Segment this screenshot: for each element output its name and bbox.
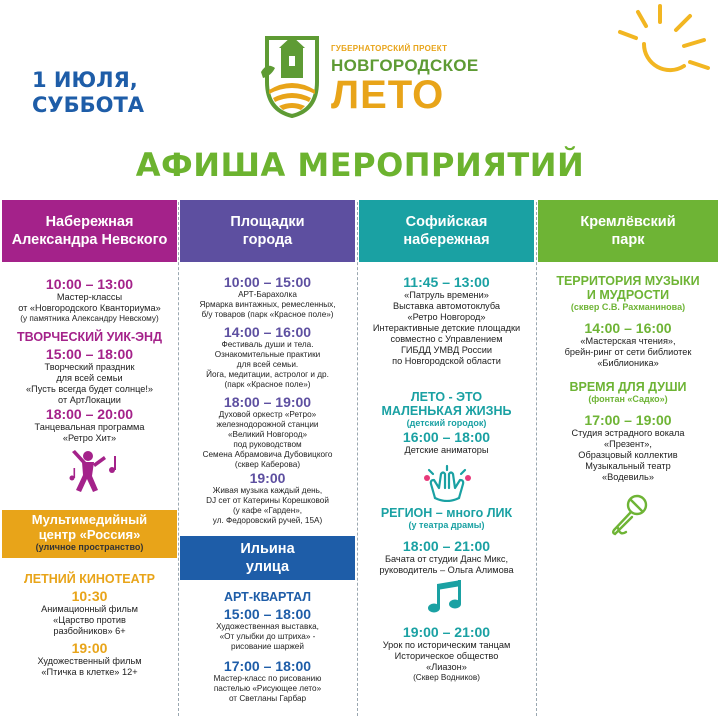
section-subtitle: (у театра драмы)	[408, 520, 485, 530]
event-text: «От улыбки до штриха» -	[219, 632, 316, 641]
event-time: 17:00 – 19:00	[584, 412, 672, 428]
event-block	[180, 606, 355, 652]
column-kremlin-park	[538, 200, 718, 720]
event-time: 14:00 – 16:00	[223, 324, 312, 340]
column-alexander-nevsky-embankment	[2, 200, 177, 720]
section-title: ЛЕТНИЙ КИНОТЕАТР	[24, 572, 155, 586]
event-text: Художественная выставка,	[216, 622, 319, 631]
event-text: железнодорожной станции	[216, 420, 319, 429]
event-text: по Новгородской области	[392, 356, 501, 366]
event-text: Образцовый коллектив	[578, 450, 678, 460]
event-text: Интерактивные детские площадки	[372, 323, 521, 333]
event-block	[2, 588, 177, 637]
bar-line: улица	[245, 559, 290, 575]
bar-line: центр «Россия»	[38, 527, 141, 542]
section-title: МАЛЕНЬКАЯ ЖИЗНЬ	[381, 404, 512, 418]
column-header	[2, 200, 177, 262]
event-block	[180, 394, 355, 470]
event-block	[538, 320, 718, 369]
event-text: Мастер-класс по рисованию	[213, 674, 322, 683]
section-title: ТВОРЧЕСКИЙ УИК-ЭНД	[16, 330, 162, 344]
bar-subtitle: (уличное пространство)	[35, 542, 144, 552]
event-place: ул. Федоровский ручей, 15А)	[212, 516, 323, 525]
event-time: 14:00 – 16:00	[584, 320, 672, 336]
event-text: брейн-ринг от сети библиотек	[564, 347, 692, 357]
logo-line1: НОВГОРОДСКОЕ	[331, 56, 479, 75]
event-text: DJ сет от Катерины Корешковой	[206, 496, 329, 505]
event-block	[538, 380, 718, 405]
event-time: 18:00 – 21:00	[402, 538, 491, 554]
event-text: «Птичка в клетке» 12+	[41, 667, 138, 677]
section-title: ЛЕТО - ЭТО	[410, 390, 483, 404]
event-text: Фестиваль души и тела.	[221, 340, 314, 349]
event-block	[359, 506, 534, 531]
header-line: набережная	[403, 232, 490, 248]
header-line: Площадки	[230, 214, 305, 230]
event-text: Творческий праздник	[44, 362, 135, 372]
event-text: «Презент»,	[604, 439, 652, 449]
event-time: 10:00 – 15:00	[223, 274, 312, 290]
event-block	[180, 658, 355, 704]
section-subtitle: (детский городок)	[406, 418, 487, 428]
event-text: Ярмарка винтажных, ремесленных,	[199, 300, 336, 309]
header-line: Набережная	[45, 214, 134, 230]
microphone-icon	[606, 492, 652, 538]
event-text: ГИБДД УМВД России	[400, 345, 493, 355]
multimedia-center-bar	[2, 510, 177, 558]
novgorod-summer-logo	[259, 32, 481, 122]
ilyina-street-bar	[180, 536, 355, 580]
event-text: «Лиазон»	[426, 662, 467, 672]
event-text: «Ретро Хит»	[62, 433, 117, 443]
event-time: 17:00 – 18:00	[223, 658, 312, 674]
event-text: пастелью «Рисующее лето»	[213, 684, 322, 693]
event-text: разбойников» 6+	[53, 626, 126, 636]
section-title: ВРЕМЯ ДЛЯ ДУШИ	[569, 380, 687, 394]
event-text: от АртЛокации	[58, 395, 121, 405]
event-text: для всей семьи	[56, 373, 123, 383]
event-block	[359, 624, 534, 683]
event-text: Бачата от студии Данс Микс,	[384, 554, 509, 564]
event-text: совместно с Управлением	[390, 334, 503, 344]
clapping-hands-icon	[421, 464, 473, 502]
sun-icon	[614, 4, 710, 94]
column-city-venues	[180, 200, 355, 720]
event-place: (парк «Красное поле»)	[224, 380, 311, 389]
event-place: (Сквер Водников)	[413, 673, 480, 682]
section-title: И МУДРОСТИ	[586, 288, 670, 302]
dancer-icon	[66, 448, 122, 494]
event-text: для всей семьи.	[236, 360, 299, 369]
event-text: «Ретро Новгород»	[407, 312, 486, 322]
music-note-icon	[427, 578, 465, 614]
event-text: Анимационный фильм	[41, 604, 138, 614]
event-time: 10:30	[71, 588, 108, 604]
event-block	[359, 538, 534, 576]
event-block	[2, 640, 177, 678]
event-time: 19:00 – 21:00	[402, 624, 491, 640]
event-place: (сквер Каберова)	[234, 460, 301, 469]
event-text: рисование шаржей	[231, 642, 304, 651]
header-line: Кремлёвский	[580, 214, 676, 230]
event-text: Выставка автомотоклуба	[392, 301, 501, 311]
event-text: «Царство против	[53, 615, 126, 625]
logo-line2: ЛЕТО	[331, 73, 445, 117]
event-text: Детские аниматоры	[404, 445, 489, 455]
event-block	[538, 412, 718, 483]
weekday-line: СУББОТА	[32, 93, 145, 117]
event-time: 19:00	[71, 640, 108, 656]
event-text: Музыкальный театр	[585, 461, 671, 471]
date-line: 1 ИЮЛЯ,	[32, 68, 138, 92]
event-block	[2, 276, 177, 324]
section-title: АРТ-КВАРТАЛ	[223, 590, 312, 604]
event-text: б/у товаров (парк «Красное поле»)	[201, 310, 334, 319]
header-line: Софийская	[405, 214, 488, 230]
column-sofia-embankment	[359, 200, 534, 720]
event-block	[359, 390, 534, 456]
column-header	[538, 200, 718, 262]
event-time: 15:00 – 18:00	[45, 346, 134, 362]
event-time: 18:00 – 19:00	[223, 394, 312, 410]
event-block	[2, 406, 177, 444]
bar-line: Ильина	[240, 541, 295, 557]
event-place: (у кафе «Гарден»,	[232, 506, 303, 515]
section-subtitle: (сквер С.В. Рахманинова)	[570, 302, 686, 312]
event-text: «Водевиль»	[602, 472, 654, 482]
event-text: «Библионика»	[597, 358, 659, 368]
event-text: Студия эстрадного вокала	[571, 428, 685, 438]
event-text: Историческое общество	[394, 651, 499, 661]
bar-line: Мультимедийный	[31, 512, 148, 527]
header-line: города	[242, 232, 293, 248]
event-time: 15:00 – 18:00	[223, 606, 312, 622]
event-text: АРТ-Барахолка	[238, 290, 297, 299]
event-text: Танцевальная программа	[34, 422, 145, 432]
event-block	[180, 470, 355, 526]
logo-project-label: ГУБЕРНАТОРСКИЙ ПРОЕКТ	[331, 44, 448, 53]
event-text: Урок по историческим танцам	[382, 640, 511, 650]
event-block	[538, 274, 718, 313]
event-text: руководитель – Ольга Алимова	[379, 565, 514, 575]
event-text: Духовой оркестр «Ретро»	[218, 410, 317, 419]
event-time: 10:00 – 13:00	[45, 276, 134, 292]
event-text: «Великий Новгород»	[227, 430, 308, 439]
column-header	[359, 200, 534, 262]
event-date	[32, 68, 144, 118]
event-text: «Пусть всегда будет солнце!»	[25, 384, 154, 394]
event-time: 11:45 – 13:00	[403, 274, 490, 290]
page-title: АФИША МЕРОПРИЯТИЙ	[135, 146, 585, 184]
column-header	[180, 200, 355, 262]
event-text: под руководством	[233, 440, 302, 449]
event-text: Мастер-классы	[56, 292, 123, 302]
section-title: ТЕРРИТОРИЯ МУЗЫКИ	[556, 274, 700, 288]
event-text: Живая музыка каждый день,	[212, 486, 323, 495]
event-time: 18:00 – 20:00	[45, 406, 134, 422]
header-line: Александра Невского	[11, 232, 168, 248]
section-title: РЕГИОН – много ЛИК	[380, 506, 513, 520]
event-block	[359, 274, 534, 367]
kremlin-emblem-icon	[259, 32, 325, 118]
event-block	[2, 346, 177, 406]
event-text: «Патруль времени»	[404, 290, 489, 300]
event-time: 16:00 – 18:00	[402, 429, 491, 445]
event-place: (у памятника Александру Невскому)	[20, 314, 159, 323]
header-line: парк	[611, 232, 645, 248]
event-time: 19:00	[249, 470, 286, 486]
event-text: Художественный фильм	[37, 656, 142, 666]
event-block	[180, 274, 355, 320]
event-text: Йога, медитации, астролог и др.	[206, 370, 329, 379]
section-subtitle: (фонтан «Садко»)	[588, 394, 668, 404]
event-text: от Светланы Гарбар	[228, 694, 307, 703]
event-text: от «Новгородского Кванториума»	[18, 303, 161, 313]
event-text: Ознакомительные практики	[214, 350, 321, 359]
event-text: Семена Абрамовича Дубовицкого	[202, 450, 333, 459]
event-block	[180, 324, 355, 390]
event-text: «Мастерская чтения»,	[580, 336, 676, 346]
